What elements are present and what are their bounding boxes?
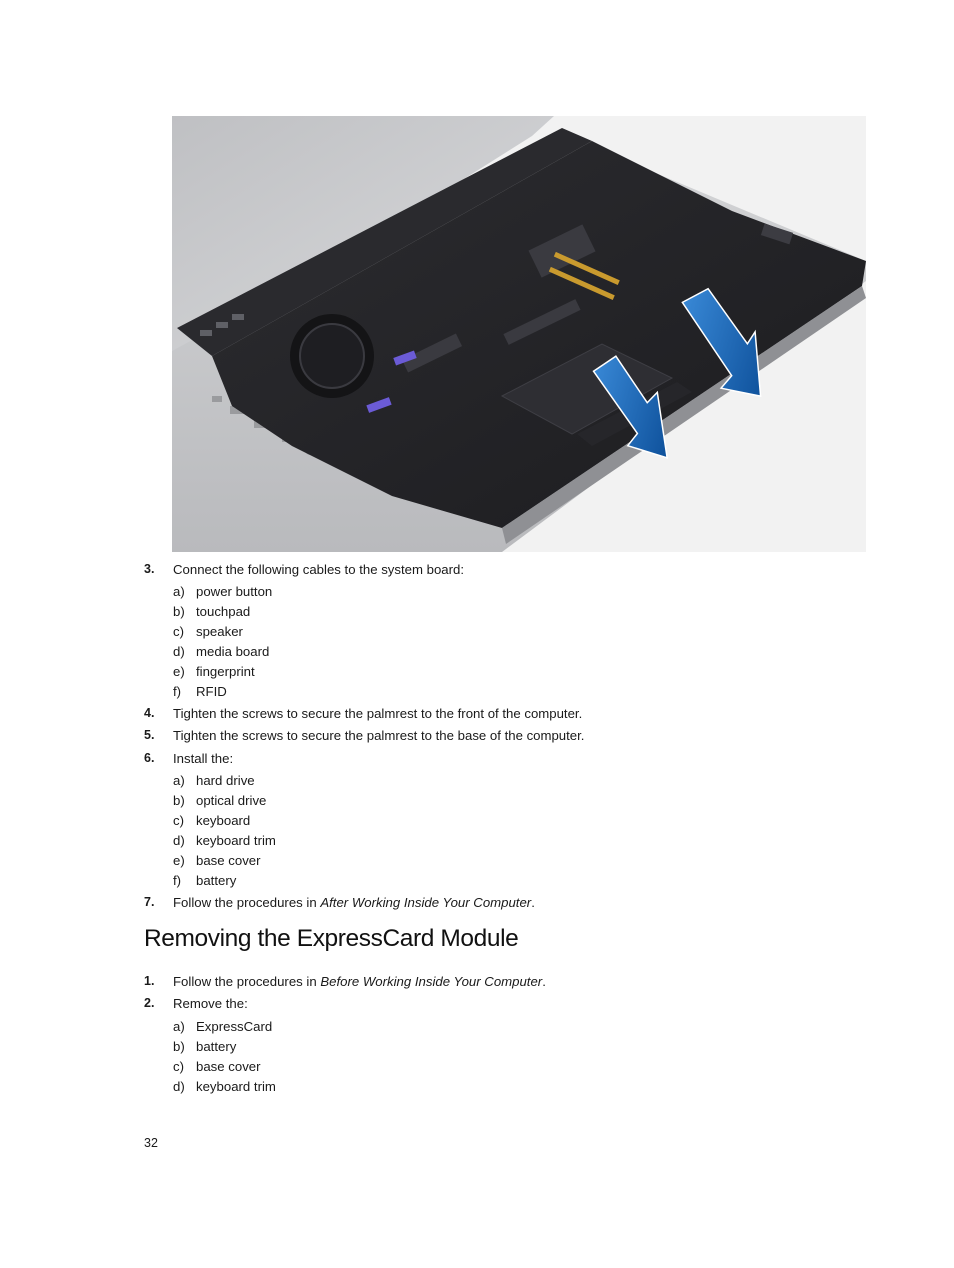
palmrest-photo bbox=[172, 116, 866, 552]
list-text: RFID bbox=[196, 684, 227, 699]
list-letter: d) bbox=[173, 833, 185, 848]
step-6 bbox=[144, 750, 844, 772]
list-item bbox=[144, 852, 844, 872]
list-text: base cover bbox=[196, 1059, 261, 1074]
list-text: base cover bbox=[196, 853, 261, 868]
list-item bbox=[144, 872, 844, 894]
list-letter: a) bbox=[173, 584, 185, 599]
list-text: battery bbox=[196, 873, 237, 888]
step-text: Install the: bbox=[173, 751, 234, 766]
step-text: Remove the: bbox=[173, 996, 248, 1011]
list-letter: c) bbox=[173, 624, 184, 639]
list-item bbox=[144, 792, 844, 812]
step-text-part: . bbox=[531, 895, 535, 910]
list-text: touchpad bbox=[196, 604, 251, 619]
step-2 bbox=[144, 995, 844, 1018]
step-text: Tighten the screws to secure the palmrest to the base of the computer. bbox=[173, 728, 585, 743]
step-number: 1. bbox=[144, 974, 155, 988]
step-4 bbox=[144, 705, 844, 727]
list-letter: c) bbox=[173, 1059, 184, 1074]
list-text: hard drive bbox=[196, 773, 255, 788]
step-text bbox=[173, 894, 535, 911]
list-text: ExpressCard bbox=[196, 1019, 273, 1034]
list-text: power button bbox=[196, 584, 273, 599]
list-text: battery bbox=[196, 1039, 237, 1054]
list-text: media board bbox=[196, 644, 270, 659]
list-item bbox=[144, 1078, 844, 1098]
procedure-reference: Before Working Inside Your Computer bbox=[320, 974, 543, 989]
list-letter: b) bbox=[173, 1039, 185, 1054]
list-text: keyboard trim bbox=[196, 1079, 276, 1094]
step-text-part: Follow the procedures in bbox=[173, 895, 321, 910]
removal-steps bbox=[144, 973, 844, 1098]
list-item bbox=[144, 1038, 844, 1058]
step-number: 4. bbox=[144, 706, 155, 720]
list-letter: d) bbox=[173, 644, 185, 659]
section-heading: Removing the ExpressCard Module bbox=[144, 925, 519, 952]
step-number: 7. bbox=[144, 895, 155, 909]
list-item bbox=[144, 832, 844, 852]
page-number: 32 bbox=[144, 1136, 158, 1150]
step-5 bbox=[144, 727, 844, 750]
step-number: 6. bbox=[144, 751, 155, 765]
step-number: 5. bbox=[144, 728, 155, 742]
list-item bbox=[144, 683, 844, 705]
list-item bbox=[144, 1058, 844, 1078]
list-letter: c) bbox=[173, 813, 184, 828]
procedure-reference: After Working Inside Your Computer bbox=[320, 895, 532, 910]
list-item bbox=[144, 603, 844, 623]
list-item bbox=[144, 812, 844, 832]
list-letter: f) bbox=[173, 684, 182, 699]
step-text-part: Follow the procedures in bbox=[173, 974, 321, 989]
list-text: speaker bbox=[196, 624, 243, 639]
list-text: fingerprint bbox=[196, 664, 255, 679]
step-text: Connect the following cables to the system board: bbox=[173, 562, 465, 577]
step-text bbox=[173, 973, 546, 990]
step-text: Tighten the screws to secure the palmrest to the front of the computer. bbox=[173, 706, 583, 721]
step-number: 2. bbox=[144, 996, 155, 1010]
list-item bbox=[144, 643, 844, 663]
list-item bbox=[144, 1018, 844, 1038]
list-text: optical drive bbox=[196, 793, 267, 808]
list-letter: b) bbox=[173, 604, 185, 619]
step-1 bbox=[144, 973, 844, 995]
list-item bbox=[144, 772, 844, 792]
installation-steps bbox=[144, 561, 844, 916]
list-text: keyboard trim bbox=[196, 833, 276, 848]
list-letter: b) bbox=[173, 793, 185, 808]
list-text: keyboard bbox=[196, 813, 251, 828]
list-item bbox=[144, 663, 844, 683]
step-7 bbox=[144, 894, 844, 916]
list-letter: f) bbox=[173, 873, 182, 888]
list-letter: a) bbox=[173, 773, 185, 788]
list-item bbox=[144, 623, 844, 643]
step-3 bbox=[144, 561, 844, 583]
list-letter: d) bbox=[173, 1079, 185, 1094]
list-letter: a) bbox=[173, 1019, 185, 1034]
list-item bbox=[144, 583, 844, 603]
list-letter: e) bbox=[173, 664, 185, 679]
list-letter: e) bbox=[173, 853, 185, 868]
step-number: 3. bbox=[144, 562, 155, 576]
step-text-part: . bbox=[542, 974, 546, 989]
